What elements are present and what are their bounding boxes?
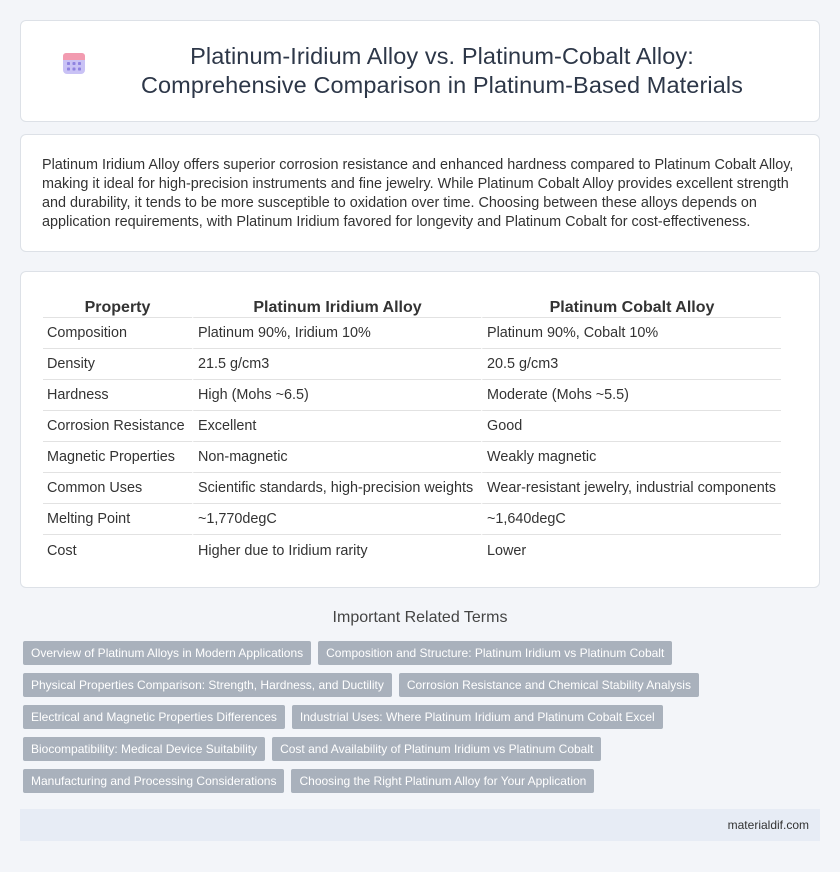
comparison-table xyxy=(43,296,781,566)
table-row xyxy=(43,318,781,349)
related-terms-heading: Important Related Terms xyxy=(332,609,508,626)
table-cell: Cost xyxy=(47,542,77,559)
related-terms-list xyxy=(23,641,813,793)
table-cell: Excellent xyxy=(192,411,481,442)
table-row xyxy=(43,535,781,566)
related-term-tag[interactable]: Industrial Uses: Where Platinum Iridium and Platinum Cobalt Excel xyxy=(292,705,663,729)
footer-site-link[interactable]: materialdif.com xyxy=(727,818,809,832)
related-term-tag[interactable]: Choosing the Right Platinum Alloy for Your Application xyxy=(291,769,594,793)
table-cell: Melting Point xyxy=(43,504,192,535)
related-term-tag[interactable]: Overview of Platinum Alloys in Modern Applications xyxy=(23,641,311,665)
table-header-row xyxy=(43,296,781,318)
table-cell: Wear-resistant jewelry, industrial components xyxy=(481,473,781,504)
table-cell: ~1,770degC xyxy=(192,504,481,535)
page-title: Platinum-Iridium Alloy vs. Platinum-Cobalt Alloy: Comprehensive Comparison in Platinum-Based Materials xyxy=(140,43,744,98)
related-term-tag[interactable]: Manufacturing and Processing Considerations xyxy=(23,769,284,793)
table-row xyxy=(43,442,781,473)
table-cell: Magnetic Properties xyxy=(43,442,192,473)
table-row xyxy=(43,473,781,504)
table-cell: Good xyxy=(481,411,781,442)
intro-card xyxy=(20,134,820,252)
table-cell: Weakly magnetic xyxy=(481,442,781,473)
related-term-tag[interactable]: Corrosion Resistance and Chemical Stability Analysis xyxy=(399,673,699,697)
table-cell: Lower xyxy=(481,535,781,566)
table-row xyxy=(43,349,781,380)
table-cell: Density xyxy=(43,349,192,380)
table-cell: ~1,640degC xyxy=(481,504,781,535)
table-cell: Higher due to Iridium rarity xyxy=(192,535,481,566)
table-cell: Hardness xyxy=(43,380,192,411)
comparison-table-card xyxy=(20,271,820,588)
calendar-icon xyxy=(61,50,87,76)
intro-text: Platinum Iridium Alloy offers superior corrosion resistance and enhanced hardness compared to Platinum Cobalt Alloy, making it ideal for high-precision instruments and fine jewelry. While Platinum Cobalt Alloy provides excellent strength and durability, it tends to be more susceptible to oxidation over time. Choosing between these alloys depends on application requirements, with Platinum Iridium favored for longevity and Platinum Cobalt for cost-effectiveness. xyxy=(42,157,794,230)
table-cell: Non-magnetic xyxy=(192,442,481,473)
table-cell: Composition xyxy=(43,318,192,349)
table-cell: High (Mohs ~6.5) xyxy=(192,380,481,411)
related-term-tag[interactable]: Electrical and Magnetic Properties Differences xyxy=(23,705,285,729)
table-cell: 21.5 g/cm3 xyxy=(192,349,481,380)
footer xyxy=(20,809,820,841)
table-cell: Common Uses xyxy=(43,473,192,504)
table-header: Platinum Iridium Alloy xyxy=(192,296,481,318)
table-row xyxy=(43,504,781,535)
related-term-tag[interactable]: Composition and Structure: Platinum Iridium vs Platinum Cobalt xyxy=(318,641,672,665)
table-cell: Platinum 90%, Cobalt 10% xyxy=(481,318,781,349)
title-card xyxy=(20,20,820,122)
related-term-tag[interactable]: Biocompatibility: Medical Device Suitability xyxy=(23,737,265,761)
table-row xyxy=(43,380,781,411)
table-cell: Platinum 90%, Iridium 10% xyxy=(192,318,481,349)
related-term-tag[interactable]: Physical Properties Comparison: Strength, Hardness, and Ductility xyxy=(23,673,392,697)
related-term-tag[interactable]: Cost and Availability of Platinum Iridium vs Platinum Cobalt xyxy=(272,737,601,761)
table-header: Property xyxy=(43,296,192,318)
table-cell: Moderate (Mohs ~5.5) xyxy=(481,380,781,411)
table-cell: 20.5 g/cm3 xyxy=(481,349,781,380)
table-header: Platinum Cobalt Alloy xyxy=(481,296,781,318)
table-cell: Corrosion Resistance xyxy=(43,411,192,442)
table-cell: Scientific standards, high-precision weights xyxy=(192,473,481,504)
table-row xyxy=(43,411,781,442)
